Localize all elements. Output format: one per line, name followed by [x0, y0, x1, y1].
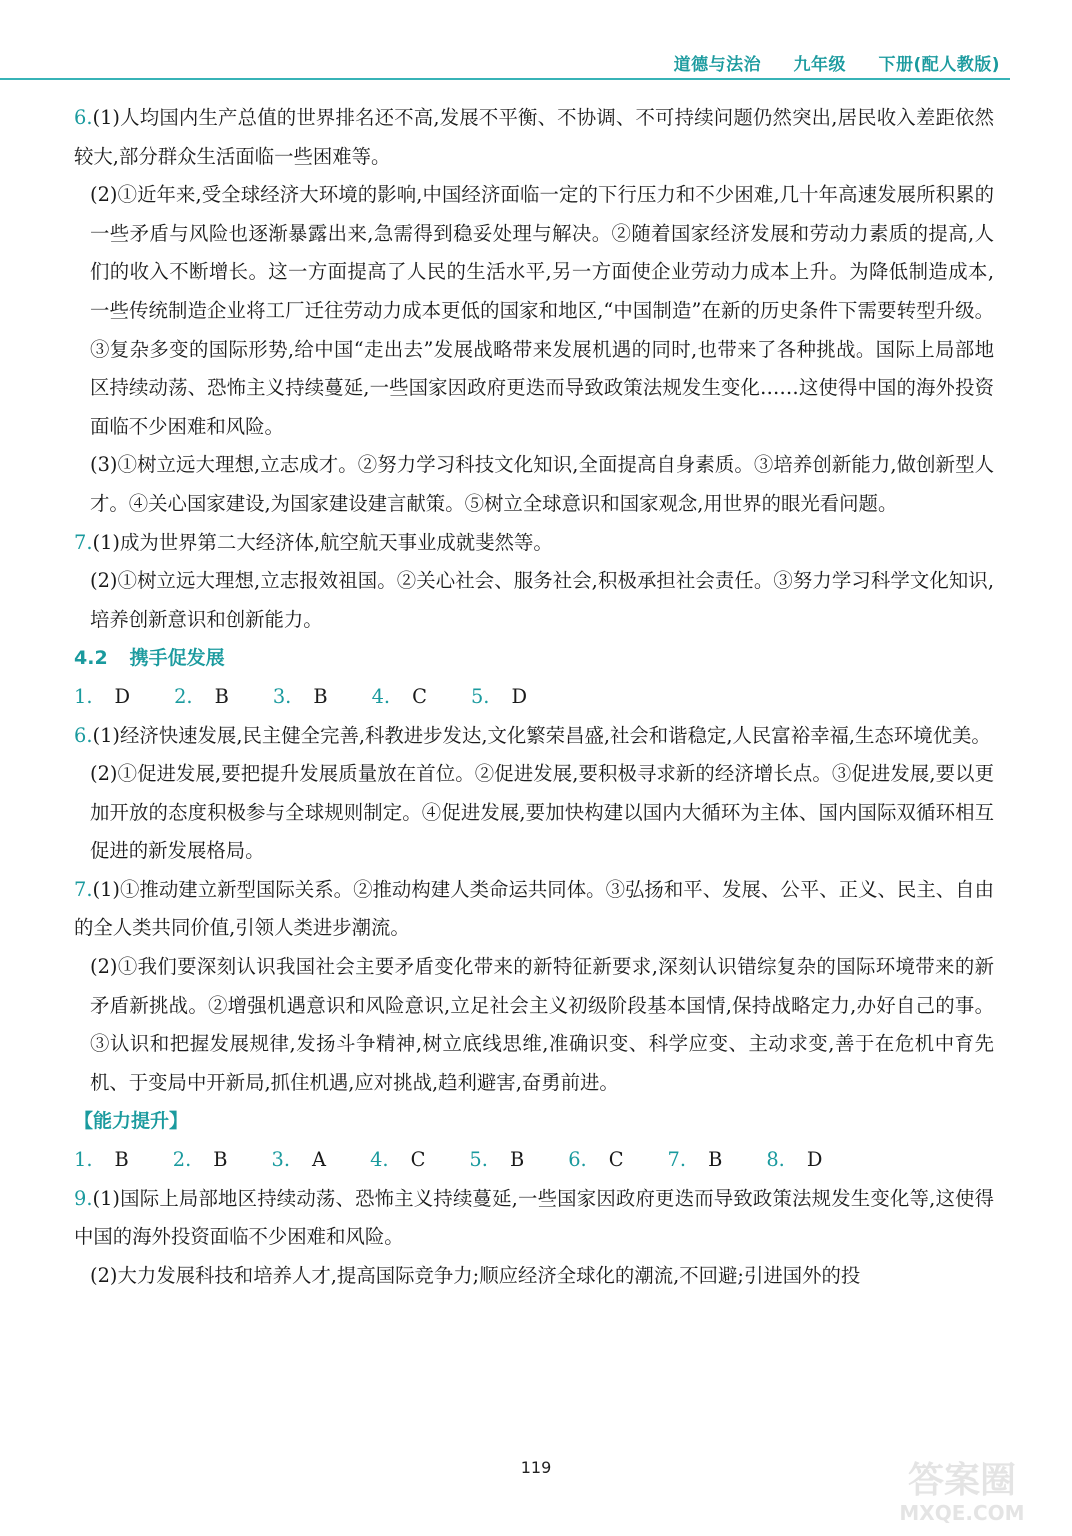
- answer-paragraph: [74, 1180, 994, 1257]
- choice-answer: 5. D: [470, 684, 528, 708]
- question-number: 6.: [74, 106, 93, 129]
- choice-answer: 8. D: [766, 1148, 823, 1172]
- section-heading-ability: 【能力提升】: [74, 1110, 189, 1133]
- section-title: 携手促发展: [129, 647, 225, 670]
- answer-text: (1)①推动建立新型国际关系。②推动构建人类命运共同体。③弘扬和平、发展、公平、正义、民主、自由的全人类共同价值,引领人类进步潮流。: [74, 877, 994, 940]
- choice-answer: 3. A: [271, 1148, 327, 1172]
- answer-paragraph: [74, 524, 994, 563]
- answer-text: (1)经济快速发展,民主健全完善,科教进步发达,文化繁荣昌盛,社会和谐稳定,人民富裕幸福,生态环境优美。: [92, 723, 991, 747]
- answer-paragraph: (3)①树立远大理想,立志成才。②努力学习科技文化知识,全面提高自身素质。③培养创新能力,做创新型人才。④关心国家建设,为国家建设建言献策。⑤树立全球意识和国家观念,用世界的眼光看问题。: [90, 453, 994, 515]
- answer-text: (1)国际上局部地区持续动荡、恐怖主义持续蔓延,一些国家因政府更迭而导致政策法规发生变化等,这使得中国的海外投资面临不少困难和风险。: [74, 1186, 994, 1249]
- header-rule: [0, 78, 1010, 80]
- question-number: 7.: [74, 530, 93, 554]
- answer-paragraph: (2)①近年来,受全球经济大环境的影响,中国经济面临一定的下行压力和不少困难,几十年高速发展所积累的一些矛盾与风险也逐渐暴露出来,急需得到稳妥处理与解决。②随着国家经济发展和劳动力素质的提高,人们的收入不断增长。这一方面提高了人民的生活水平,另一方面使企业劳动力成本上升。为降低制造成本,一些传统制造企业将工厂迁往劳动力成本更低的国家和地区,“中国制造”在新的历史条件下需要转型升级。③复杂多变的国际形势,给中国“走出去”发展战略带来发展机遇的同时,也带来了各种挑战。国际上局部地区持续动荡、恐怖主义持续蔓延,一些国家因政府更迭而导致政策法规发生变化……这使得中国的海外投资面临不少困难和风险。: [90, 183, 994, 438]
- answer-text: (1)人均国内生产总值的世界排名还不高,发展不平衡、不协调、不可持续问题仍然突出,居民收入差距依然较大,部分群众生活面临一些困难等。: [74, 106, 994, 168]
- choice-answer: 2. B: [172, 1148, 228, 1172]
- question-number: 6.: [74, 723, 93, 747]
- choice-answer: 1. D: [74, 684, 131, 708]
- answer-content: [74, 99, 994, 1295]
- answer-paragraph: [74, 717, 994, 756]
- choice-answer: 7. B: [667, 1148, 723, 1172]
- choice-answer: 4. C: [370, 1148, 426, 1172]
- header-volume: 下册(配人教版): [878, 55, 1000, 75]
- choice-answers: [74, 678, 994, 717]
- answer-paragraph: (2)大力发展科技和培养人才,提高国际竞争力;顺应经济全球化的潮流,不回避;引进国外的投: [90, 1263, 861, 1287]
- question-number: 9.: [74, 1186, 93, 1210]
- choice-answer: 2. B: [174, 684, 229, 708]
- answer-paragraph: (2)①我们要深刻认识我国社会主要矛盾变化带来的新特征新要求,深刻认识错综复杂的国际环境带来的新矛盾新挑战。②增强机遇意识和风险意识,立足社会主义初级阶段基本国情,保持战略定力,办好自己的事。③认识和把握发展规律,发扬斗争精神,树立底线思维,准确识变、科学应变、主动求变,善于在危机中育先机、于变局中开新局,抓住机遇,应对挑战,趋利避害,奋勇前进。: [90, 955, 994, 1094]
- question-number: 7.: [74, 877, 93, 901]
- choice-answer: 6. C: [568, 1148, 624, 1172]
- page-number: 119: [520, 1458, 552, 1477]
- watermark-url: MXQE.COM: [899, 1501, 1025, 1525]
- choice-answer: 3. B: [272, 684, 328, 708]
- choice-answer: 1. B: [74, 1148, 129, 1172]
- answer-paragraph: (2)①促进发展,要把提升发展质量放在首位。②促进发展,要积极寻求新的经济增长点。③促进发展,要以更加开放的态度积极参与全球规则制定。④促进发展,要加快构建以国内大循环为主体、国内国际双循环相互促进的新发展格局。: [90, 762, 994, 863]
- running-header: [674, 50, 1000, 75]
- answer-paragraph: [74, 871, 994, 948]
- choice-answers: [74, 1141, 994, 1180]
- section-heading-4-2: [74, 639, 994, 678]
- watermark-text: 答案圈: [907, 1460, 1017, 1501]
- choice-answer: 5. B: [469, 1148, 525, 1172]
- choice-answer: 4. C: [371, 684, 427, 708]
- answer-paragraph: [74, 99, 994, 176]
- answer-text: (1)成为世界第二大经济体,航空航天事业成就斐然等。: [92, 530, 553, 554]
- answer-paragraph: (2)①树立远大理想,立志报效祖国。②关心社会、服务社会,积极承担社会责任。③努力学习科学文化知识,培养创新意识和创新能力。: [90, 569, 994, 631]
- section-number: 4.2: [74, 647, 108, 670]
- watermark-logo: [872, 1448, 1052, 1528]
- header-grade: 九年级: [793, 55, 847, 75]
- header-subject: 道德与法治: [673, 55, 762, 75]
